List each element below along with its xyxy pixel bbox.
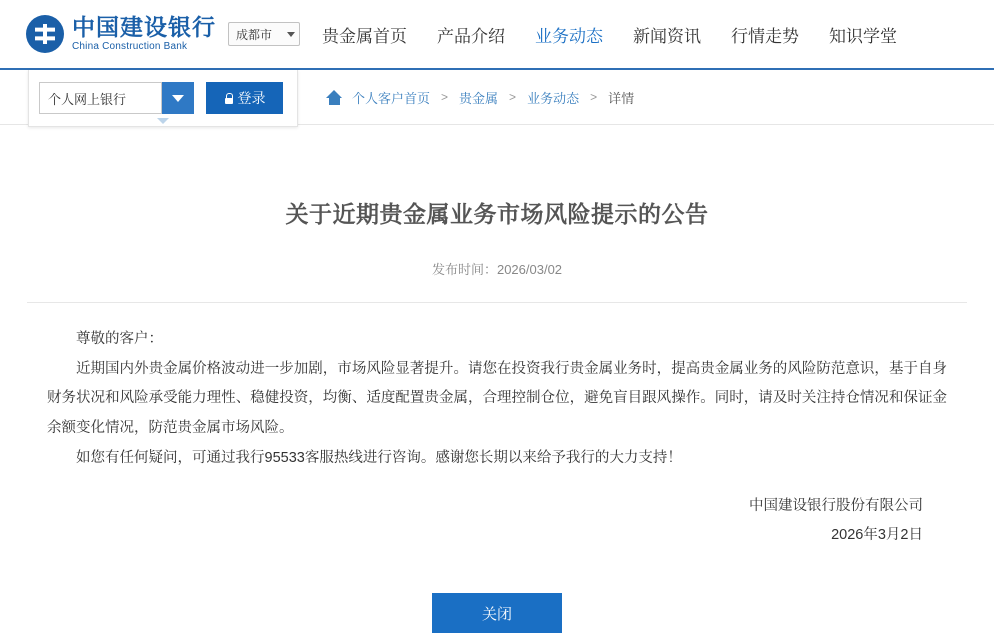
ccb-logo-icon — [26, 15, 64, 53]
close-button[interactable]: 关闭 — [432, 593, 562, 633]
article-body — [47, 303, 947, 474]
nav-item-knowledge[interactable]: 知识学堂 — [829, 26, 897, 46]
site-header — [0, 0, 994, 70]
breadcrumb-item-business-news[interactable]: 业务动态 — [527, 90, 580, 106]
publish-date-label: 发布时间： — [431, 262, 497, 277]
logo-name-en: China Construction Bank — [72, 40, 188, 52]
city-select[interactable] — [228, 22, 300, 46]
nav-item-news[interactable]: 新闻资讯 — [633, 26, 701, 46]
main-nav — [322, 22, 897, 47]
login-button-label: 登录 — [237, 90, 266, 106]
city-select-value: 成都市 — [236, 27, 273, 42]
login-type-dropdown-button[interactable] — [162, 82, 194, 114]
article — [0, 126, 994, 633]
chevron-down-icon — [172, 95, 184, 102]
article-salutation: 尊敬的客户： — [76, 331, 163, 347]
login-type-value: 个人网上银行 — [48, 91, 127, 107]
article-paragraph-1: 近期国内外贵金属价格波动进一步加剧，市场风险显著提升。请您在投资我行贵金属业务时，提高贵金属业务的风险防范意识，基于自身财务状况和风险承受能力理性、稳健投资，均衡、适度配置贵金属，合理控制仓位，避免盲目跟风操作。同时，请及时关注持仓情况和保证金余额变化情况，防范贵金属市场风险。 — [47, 360, 947, 437]
logo-text — [72, 15, 216, 53]
signature-date: 2026年3月2日 — [831, 527, 923, 544]
article-paragraph-2: 如您有任何疑问，可通过我行95533客服热线进行咨询。感谢您长期以来给予我行的大力支持！ — [76, 449, 682, 466]
signature-organization: 中国建设银行股份有限公司 — [749, 497, 923, 514]
page-title: 关于近期贵金属业务市场风险提示的公告 — [285, 201, 709, 227]
lock-icon — [224, 92, 234, 104]
close-button-row — [0, 593, 994, 633]
nav-item-business-news[interactable]: 业务动态 — [535, 26, 603, 46]
ccb-logo[interactable] — [26, 15, 216, 53]
home-icon — [326, 90, 343, 105]
publish-date — [0, 259, 994, 278]
login-button[interactable] — [206, 82, 283, 114]
nav-item-products[interactable]: 产品介绍 — [437, 26, 505, 46]
panel-caret-icon — [157, 118, 169, 124]
breadcrumb-separator: > — [509, 90, 517, 104]
logo-name-cn: 中国建设银行 — [72, 14, 216, 41]
login-panel — [28, 70, 298, 127]
breadcrumb-item-detail: 详情 — [608, 90, 635, 106]
login-type-select[interactable] — [39, 82, 162, 114]
article-signature — [47, 492, 947, 551]
nav-item-market-trends[interactable]: 行情走势 — [731, 26, 799, 46]
nav-item-metals-home[interactable]: 贵金属首页 — [322, 26, 407, 46]
breadcrumb-separator: > — [441, 90, 449, 104]
breadcrumb-separator: > — [590, 90, 598, 104]
breadcrumb-item-personal-home[interactable]: 个人客户首页 — [352, 90, 431, 106]
breadcrumb-item-precious-metals[interactable]: 贵金属 — [459, 90, 499, 106]
chevron-down-icon — [287, 32, 295, 37]
publish-date-value: 2026/03/02 — [496, 262, 563, 277]
